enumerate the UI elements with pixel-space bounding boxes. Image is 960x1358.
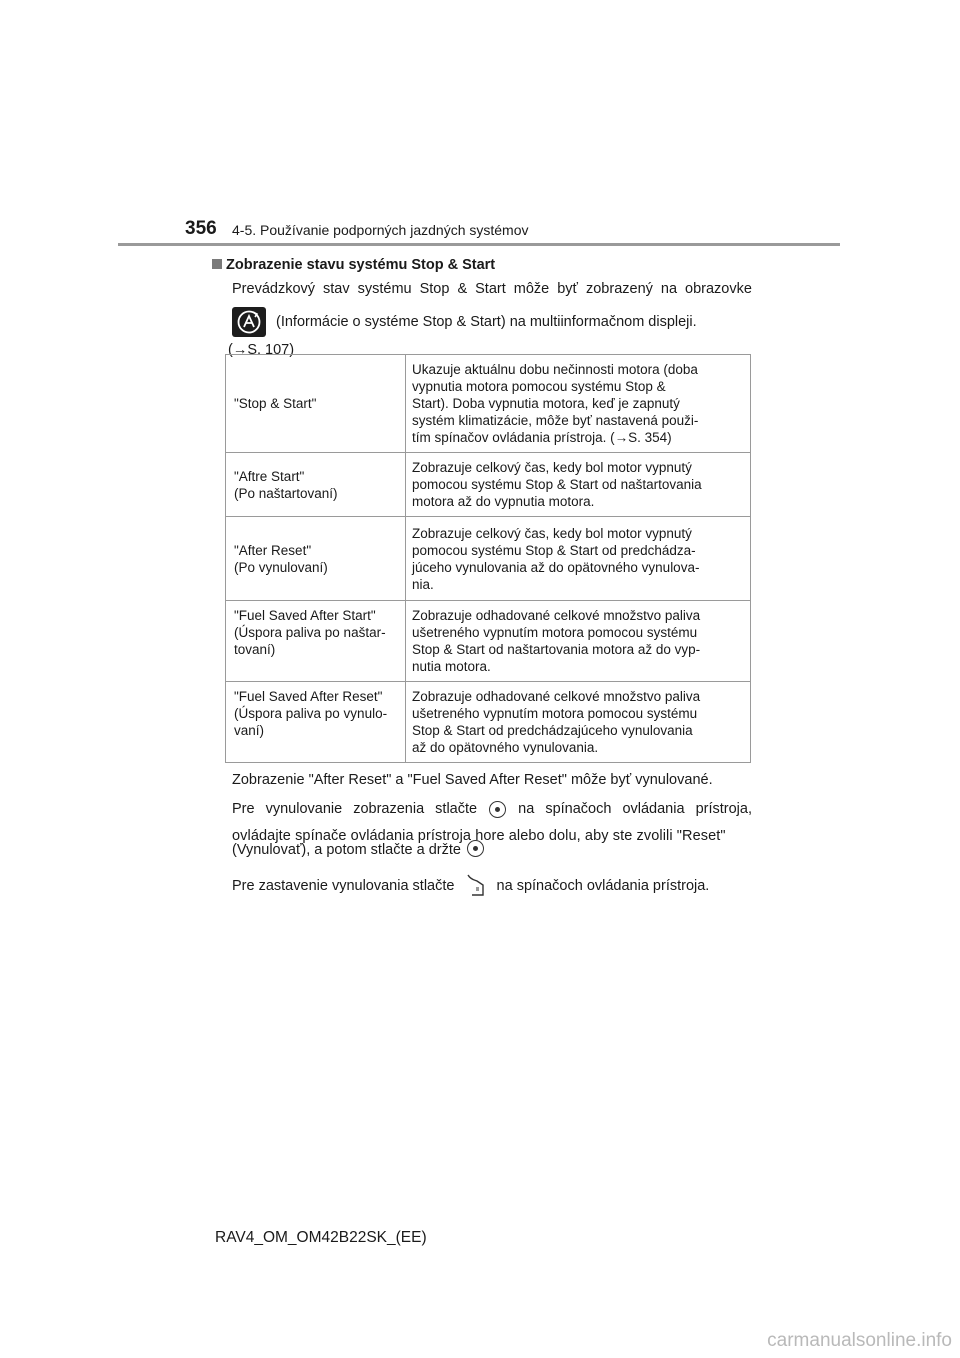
table-cell-desc: Zobrazuje odhadované celkové množstvo paliva ušetreného vypnutím motora pomocou systému Stop & Start od predchádzajúceho vynulovania až do opätovného vynulovania. [406, 682, 751, 763]
intro-paragraph [228, 276, 752, 364]
table-row [226, 355, 751, 453]
stop-reset-instruction: Pre zastavenie vynulovania stlačte na spínačoch ovládania prístroja. [232, 872, 752, 908]
intro-line-3: (→S. 107) [228, 342, 295, 358]
table-row [226, 453, 751, 517]
intro-line-2 [232, 307, 752, 337]
intro-line-2-text: (Informácie o systéme Stop & Start) na multiinformačnom displeji. [276, 313, 697, 330]
table-row [226, 517, 751, 601]
table-cell-desc: Zobrazuje celkový čas, kedy bol motor vypnutý pomocou systému Stop & Start od naštartovania motora až do vypnutia motora. [406, 453, 751, 517]
table-cell-desc: Zobrazuje celkový čas, kedy bol motor vypnutý pomocou systému Stop & Start od predchádza- júceho vynulovania až do opätovného vynulova- nia. [406, 517, 751, 601]
table-cell-term: "Fuel Saved After Reset" (Úspora paliva po vynulo- vaní) [226, 682, 406, 763]
intro-line-1: Prevádzkový stav systému Stop & Start môže byť zobrazený na obrazovke [232, 281, 752, 297]
document-code: RAV4_OM_OM42B22SK_(EE) [215, 1229, 427, 1246]
table-cell-term: "Fuel Saved After Start" (Úspora paliva po naštar- tovaní) [226, 601, 406, 682]
section-heading [212, 257, 495, 273]
reset-instruction-line-3: (Vynulovať), a potom stlačte a držte [232, 837, 752, 864]
stop-start-info-icon [232, 307, 266, 337]
table-cell-term: "After Reset" (Po vynulovaní) [226, 517, 406, 601]
ok-button-icon [489, 801, 506, 818]
table-row [226, 682, 751, 763]
reset-instruction-line-1: Pre vynulovanie zobrazenia stlačte na spínačoch ovládania prístroja, [232, 801, 752, 817]
bullet-square-icon [212, 259, 222, 269]
section-heading-text: Zobrazenie stavu systému Stop & Start [226, 257, 496, 273]
watermark: carmanualsonline.info [767, 1330, 952, 1351]
reset-info-text: Zobrazenie "After Reset" a "Fuel Saved After Reset" môže byť vynulované. [232, 772, 713, 788]
table-cell-desc: Ukazuje aktuálnu dobu nečinnosti motora (doba vypnutia motora pomocou systému Stop & Start). Doba vypnutia motora, keď je zapnutý systém klimatizácie, môže byť nastavená použi- tím spínačov ovládania prístroja. (→S. 354) [406, 355, 751, 453]
reset-instruction-line-2: ovládajte spínače ovládania prístroja hore alebo dolu, aby ste zvolili "Reset" [232, 828, 726, 844]
back-button-icon [465, 872, 487, 908]
display-info-table [225, 354, 751, 763]
table-cell-desc: Zobrazuje odhadované celkové množstvo paliva ušetreného vypnutím motora pomocou systému Stop & Start od naštartovania motora až do vyp- nutia motora. [406, 601, 751, 682]
chapter-header: 4-5. Používanie podporných jazdných systémov [232, 222, 529, 238]
table-cell-term: "Stop & Start" [226, 355, 406, 453]
header-rule [118, 243, 840, 246]
table-row [226, 601, 751, 682]
table-cell-term: "Aftre Start" (Po naštartovaní) [226, 453, 406, 517]
ok-button-icon [467, 840, 484, 857]
page-number: 356 [185, 218, 217, 239]
